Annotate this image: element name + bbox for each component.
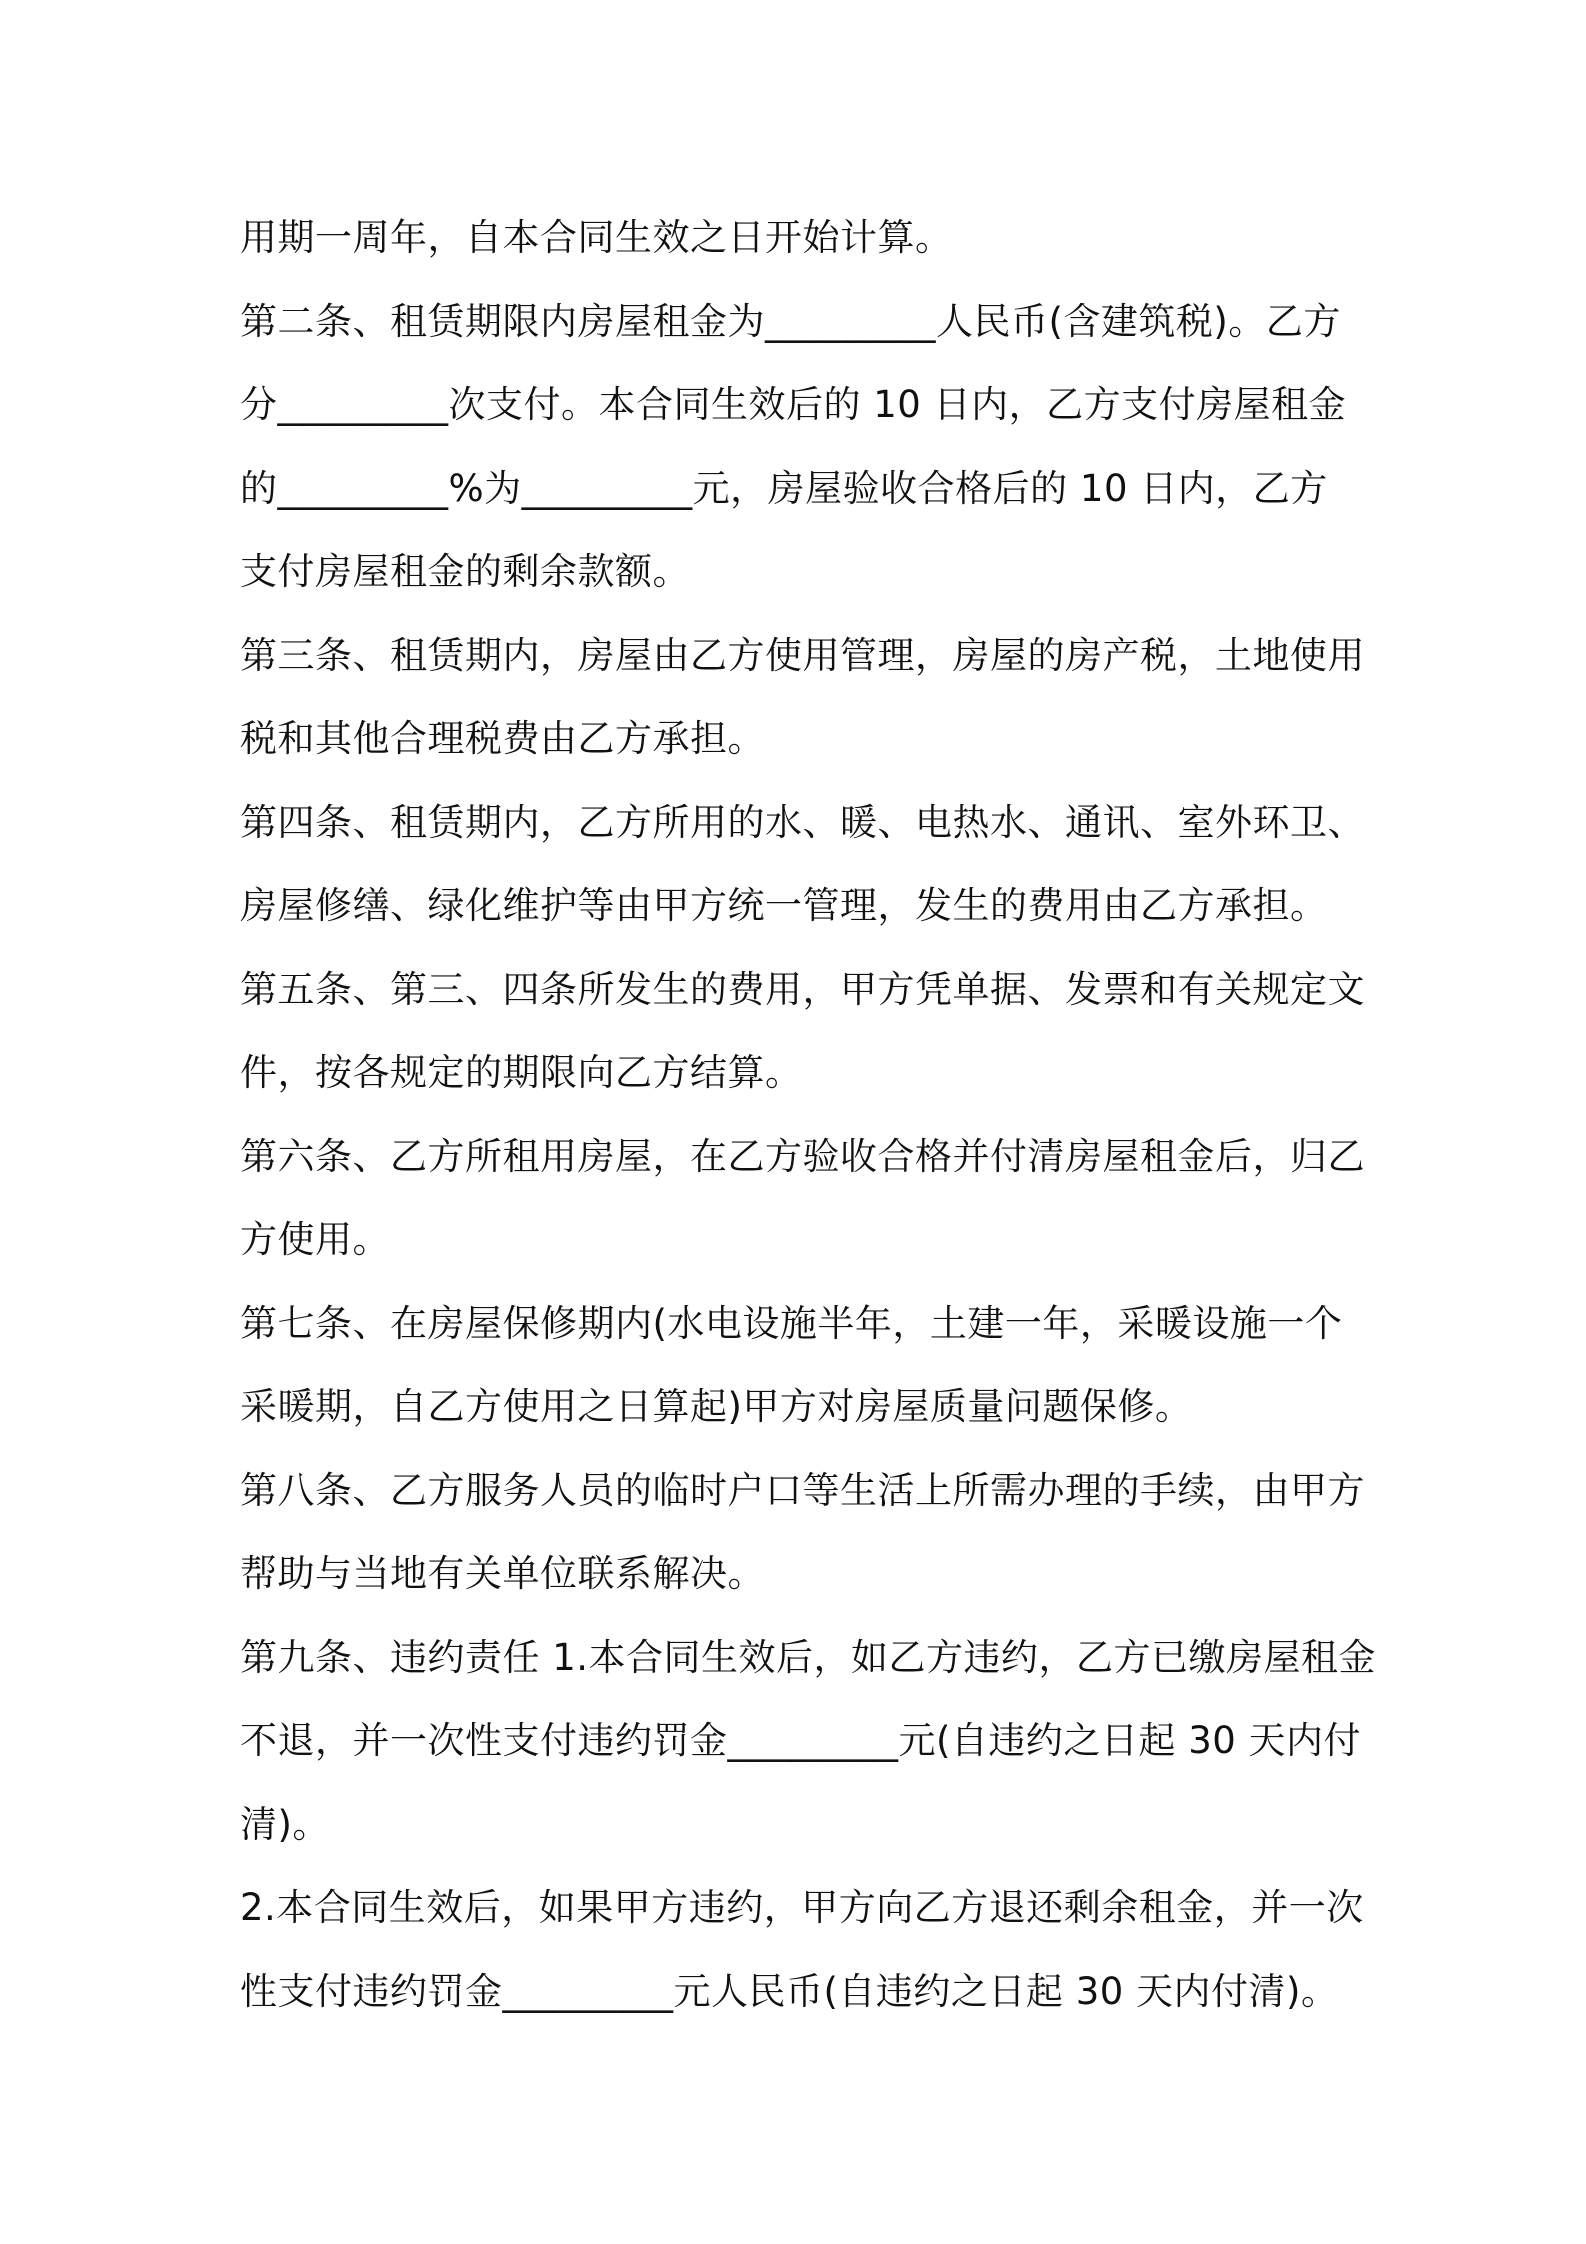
text-line: 第四条、租赁期内，乙方所用的水、暖、电热水、通讯、室外环卫、: [240, 800, 1365, 844]
text-line: 第三条、租赁期内，房屋由乙方使用管理，房屋的房产税，土地使用: [240, 633, 1365, 677]
text-line: 2.本合同生效后，如果甲方违约，甲方向乙方退还剩余租金，并一次: [240, 1886, 1364, 1929]
text-line: 第九条、违约责任 1.本合同生效后，如乙方违约，乙方已缴房屋租金: [240, 1635, 1377, 1679]
text-line: 不退，并一次性支付违约罚金_________元(自违约之日起 30 天内付: [240, 1719, 1362, 1762]
text-line: 采暖期，自乙方使用之日算起)甲方对房屋质量问题保修。: [240, 1385, 1193, 1428]
text-line: 第五条、第三、四条所发生的费用，甲方凭单据、发票和有关规定文: [240, 967, 1365, 1011]
text-line: 第二条、租赁期限内房屋租金为_________人民币(含建筑税)。乙方: [240, 299, 1341, 343]
text-line: 的_________%为_________元，房屋验收合格后的 10 日内，乙方: [240, 466, 1328, 510]
contract-text-body: [240, 196, 1377, 2033]
text-line: 第六条、乙方所租用房屋，在乙方验收合格并付清房屋租金后，归乙: [240, 1134, 1365, 1178]
text-line: 第七条、在房屋保修期内(水电设施半年，土建一年，采暖设施一个: [240, 1301, 1343, 1345]
text-line: 清)。: [240, 1802, 330, 1846]
text-line: 税和其他合理税费由乙方承担。: [240, 717, 765, 760]
text-line: 方使用。: [240, 1218, 390, 1261]
text-line: 性支付违约罚金_________元人民币(自违约之日起 30 天内付清)。: [240, 1969, 1339, 2013]
text-line: 帮助与当地有关单位联系解决。: [240, 1552, 765, 1595]
text-line: 件，按各规定的期限向乙方结算。: [240, 1051, 803, 1094]
text-line: 支付房屋租金的剩余款额。: [240, 550, 690, 593]
text-line: 房屋修缮、绿化维护等由甲方统一管理，发生的费用由乙方承担。: [240, 884, 1328, 927]
text-line: 第八条、乙方服务人员的临时户口等生活上所需办理的手续，由甲方: [240, 1468, 1365, 1512]
text-line: 分_________次支付。本合同生效后的 10 日内，乙方支付房屋租金: [240, 383, 1347, 426]
text-line: 用期一周年，自本合同生效之日开始计算。: [240, 216, 953, 259]
